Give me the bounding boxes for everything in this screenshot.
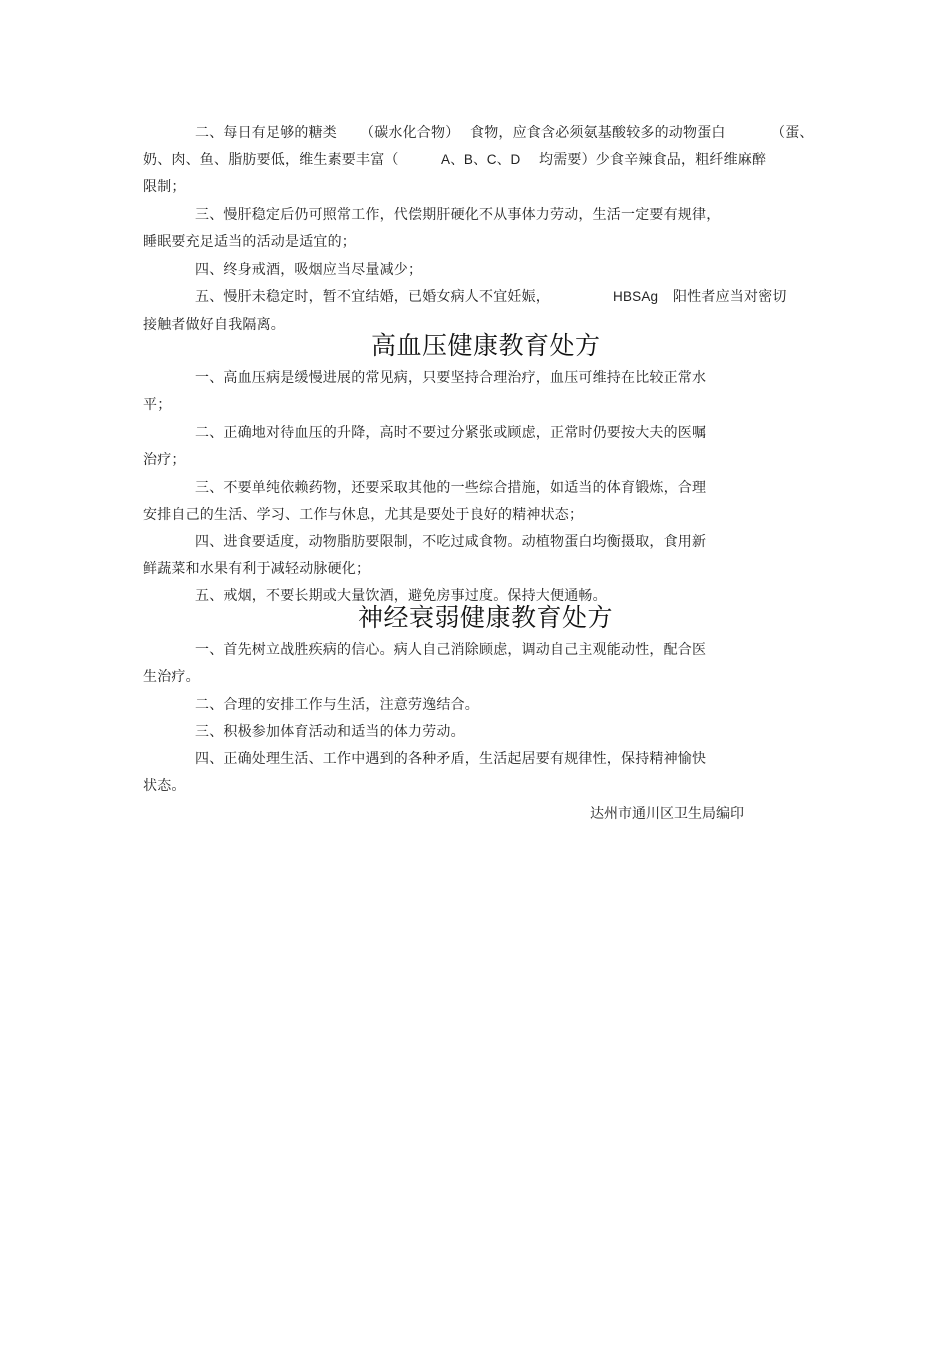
hypertension-item-4-line-1: 四、进食要适度，动物脂肪要限制，不吃过咸食物。动植物蛋白均衡摄取，食用新 (195, 534, 707, 550)
liver-item-5-line-1b: HBSAg (613, 289, 659, 304)
neurasthenia-item-4-line-2: 状态。 (143, 778, 186, 794)
liver-item-2-line-2a: 奶、肉、鱼、脂肪要低，维生素要丰富（ (143, 152, 399, 168)
liver-item-2-line-2b: A、B、C、D (441, 152, 521, 167)
liver-item-2-line-3: 限制； (143, 179, 186, 195)
liver-item-2-line-1c: 食物，应食含必须氨基酸较多的动物蛋白 (470, 125, 726, 141)
hypertension-item-4-line-2: 鲜蔬菜和水果有利于减轻动脉硬化； (143, 561, 371, 577)
neurasthenia-title: 神经衰弱健康教育处方 (358, 603, 614, 632)
hypertension-item-3-line-1: 三、不要单纯依赖药物，还要采取其他的一些综合措施，如适当的体育锻炼，合理 (195, 480, 707, 496)
liver-item-2-line-2c: 均需要）少食辛辣食品，粗纤维麻醉 (539, 152, 767, 168)
publisher-credit: 达州市通川区卫生局编印 (590, 806, 744, 822)
neurasthenia-item-1-line-2: 生治疗。 (143, 669, 200, 685)
liver-item-5-line-1a: 五、慢肝未稳定时，暂不宜结婚，已婚女病人不宜妊娠， (195, 289, 550, 305)
liver-item-5-line-1c: 阳性者应当对密切 (673, 289, 787, 305)
hypertension-item-1-line-1: 一、高血压病是缓慢进展的常见病，只要坚持合理治疗，血压可维持在比较正常水 (195, 370, 707, 386)
hypertension-title: 高血压健康教育处方 (371, 331, 601, 360)
hypertension-item-1-line-2: 平； (143, 397, 172, 413)
neurasthenia-item-1-line-1: 一、首先树立战胜疾病的信心。病人自己消除顾虑，调动自己主观能动性，配合医 (195, 642, 707, 658)
liver-item-2-line-1a: 二、每日有足够的糖类 (195, 125, 337, 141)
liver-item-2-line-1d: （蛋、 (771, 125, 814, 141)
neurasthenia-item-4-line-1: 四、正确处理生活、工作中遇到的各种矛盾，生活起居要有规律性，保持精神愉快 (195, 751, 707, 767)
neurasthenia-item-3-line-1: 三、积极参加体育活动和适当的体力劳动。 (195, 724, 465, 740)
liver-item-5-line-2: 接触者做好自我隔离。 (143, 317, 285, 333)
liver-item-3-line-2: 睡眠要充足适当的活动是适宜的； (143, 234, 356, 250)
liver-item-2-line-1b: （碳水化合物） (360, 125, 460, 141)
hypertension-item-3-line-2: 安排自己的生活、学习、工作与休息，尤其是要处于良好的精神状态； (143, 507, 584, 523)
hypertension-item-2-line-2: 治疗； (143, 452, 186, 468)
hypertension-item-2-line-1: 二、正确地对待血压的升降，高时不要过分紧张或顾虑，正常时仍要按大夫的医嘱 (195, 425, 707, 441)
liver-item-4-line-1: 四、终身戒酒，吸烟应当尽量减少； (195, 262, 423, 278)
hypertension-item-5-line-1: 五、戒烟，不要长期或大量饮酒，避免房事过度。保持大便通畅。 (195, 588, 607, 604)
neurasthenia-item-2-line-1: 二、合理的安排工作与生活，注意劳逸结合。 (195, 697, 479, 713)
liver-item-3-line-1: 三、慢肝稳定后仍可照常工作，代偿期肝硬化不从事体力劳动，生活一定要有规律， (195, 207, 721, 223)
